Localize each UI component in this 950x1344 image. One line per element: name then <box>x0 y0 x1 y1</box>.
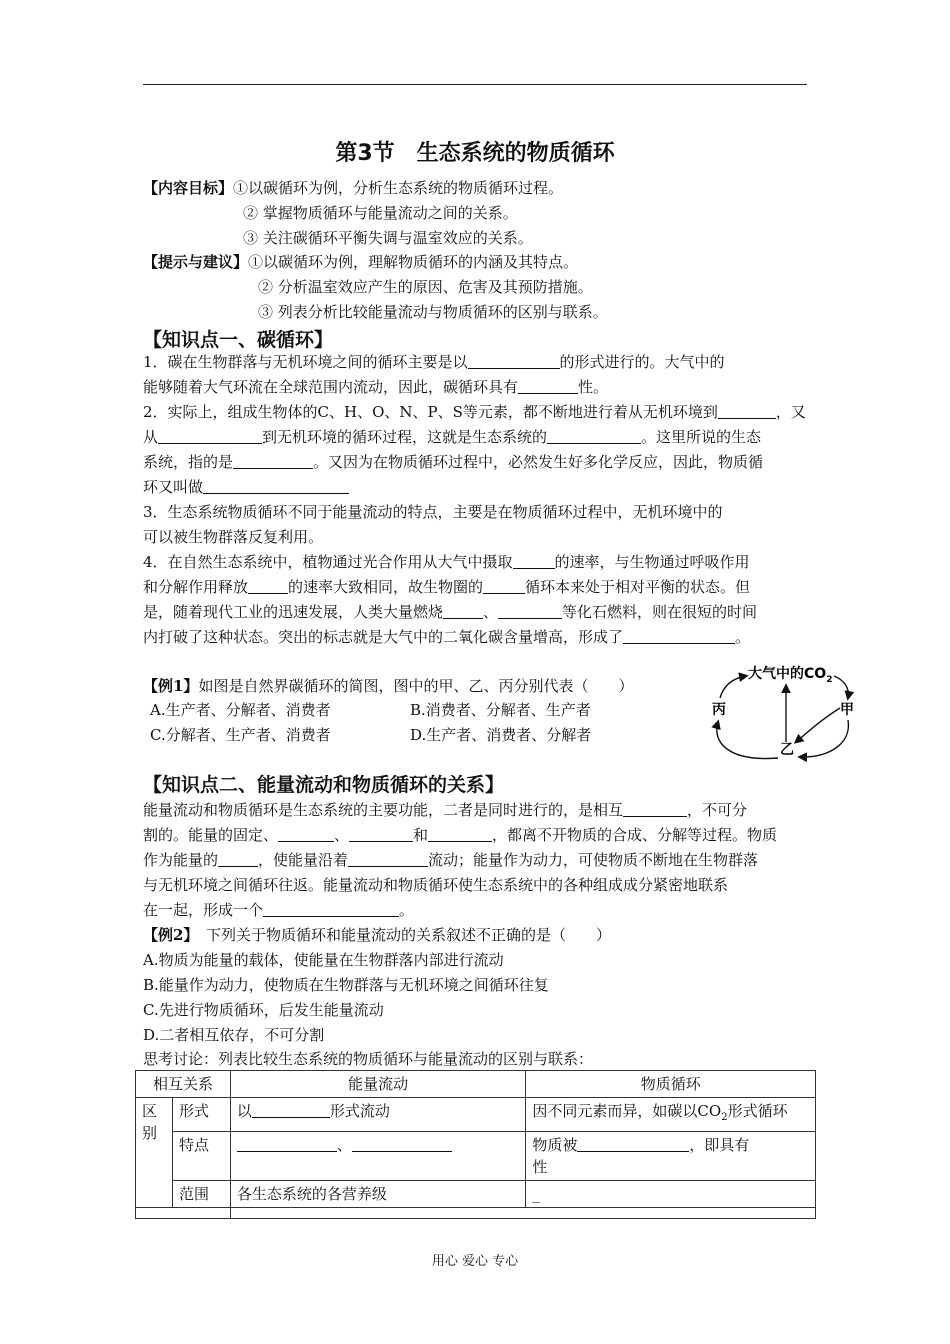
s1-p1-line1: 1．碳在生物群落与无机环境之间的循环主要是以 的形式进行的。大气中的 <box>143 353 725 371</box>
s2-line1: 能量流动和物质循环是生态系统的主要功能，二者是同时进行的，是相互 ，不可分 <box>143 801 748 819</box>
top-rule <box>143 84 807 85</box>
answer-blank[interactable] <box>278 826 334 842</box>
example2-option-d[interactable]: D.二者相互依存，不可分割 <box>143 1026 325 1044</box>
table-header-matter: 物质循环 <box>526 1071 816 1098</box>
answer-blank[interactable] <box>218 851 258 867</box>
arrow-bing-to-co2 <box>720 676 746 698</box>
answer-blank[interactable] <box>718 403 776 419</box>
table-row-label: 范围 <box>172 1181 230 1208</box>
table-row-label: 形式 <box>172 1098 230 1132</box>
s1-p1-line2: 能够随着大气环流在全球范围内流动，因此，碳循环具有 性。 <box>143 378 609 396</box>
table-row-label: 特点 <box>172 1132 230 1181</box>
s1-p2-line3: 系统，指的是 。又因为在物质循环过程中，必然发生好多化学反应，因此，物质循 <box>143 453 764 471</box>
goals-label: 【内容目标】 <box>143 179 234 197</box>
table-cell-matter-feature: 物质被 ，即具有 性 <box>526 1132 816 1181</box>
tips-line-1 <box>143 252 578 272</box>
goal-item: ①以碳循环为例，分析生态系统的物质循环过程。 <box>233 179 564 197</box>
table-row <box>136 1098 816 1132</box>
answer-blank[interactable] <box>428 826 492 842</box>
diagram-label-atmosphere: 大气中的$CO_2$ <box>748 666 833 685</box>
answer-blank[interactable] <box>248 578 288 594</box>
answer-blank[interactable] <box>252 1102 330 1118</box>
answer-blank[interactable] <box>237 1136 337 1152</box>
diagram-label-bing: 丙 <box>712 702 726 718</box>
answer-blank[interactable] <box>483 578 525 594</box>
table-cell-matter-form: 因不同元素而异，如碳以$CO_2$形式循环 <box>526 1098 816 1132</box>
s1-p3-line1: 3．生态系统物质循环不同于能量流动的特点，主要是在物质循环过程中，无机环境中的 <box>143 503 723 521</box>
example2-option-b[interactable]: B.能量作为动力，使物质在生物群落与无机环境之间循环往复 <box>143 976 549 994</box>
arrow-jia-to-yi <box>800 720 848 757</box>
example1-option-d[interactable]: D.生产者、消费者、分解者 <box>410 726 592 744</box>
s1-p3-line2: 可以被生物群落反复利用。 <box>143 528 324 546</box>
s1-p4-line2: 和分解作用释放 的速率大致相同，故生物圈的 循环本来处于相对平衡的状态。但 <box>143 578 751 596</box>
answer-blank[interactable] <box>263 901 399 917</box>
answer-blank[interactable] <box>513 553 555 569</box>
answer-blank[interactable] <box>518 378 578 394</box>
discussion-prompt: 思考讨论：列表比较生态系统的物质循环与能量流动的区别与联系： <box>143 1050 594 1068</box>
example1-label: 【例1】 <box>143 677 199 695</box>
table-row <box>136 1181 816 1208</box>
example2-option-a[interactable]: A.物质为能量的载体，使能量在生物群落内部进行流动 <box>143 951 504 969</box>
tip-item: ② 分析温室效应产生的原因、危害及其预防措施。 <box>258 278 593 296</box>
answer-blank[interactable] <box>348 851 428 867</box>
table-cell-energy-range: 各生态系统的各营养级 <box>230 1181 526 1208</box>
arrow-co2-to-jia <box>834 676 848 698</box>
table-side-label: 区别 <box>136 1098 173 1208</box>
table-row <box>136 1132 816 1181</box>
page-footer: 用心 爱心 专心 <box>431 1254 519 1269</box>
example2-label: 【例2】 <box>143 926 191 944</box>
answer-blank[interactable] <box>158 428 262 444</box>
table-header-energy: 能量流动 <box>230 1071 526 1098</box>
s1-p2-line4: 环又叫做 <box>143 477 349 497</box>
goal-item: ② 掌握物质循环与能量流动之间的关系。 <box>243 204 518 222</box>
table-header-row <box>136 1071 816 1098</box>
answer-blank[interactable] <box>547 428 641 444</box>
s1-p2-line1: 2．实际上，组成生物体的C、H、O、N、P、S等元素，都不断地进行着从无机环境到 ，又 <box>143 403 806 421</box>
s1-p4-line1: 4．在自然生态系统中，植物通过光合作用从大气中摄取 的速率，与生物通过呼吸作用 <box>143 553 750 571</box>
table-cell-energy-form: 以 形式流动 <box>230 1098 526 1132</box>
diagram-label-jia: 甲 <box>840 702 854 718</box>
answer-blank[interactable] <box>443 603 483 619</box>
diagram-label-yi: 乙 <box>780 742 794 758</box>
goals-line-1 <box>143 178 563 198</box>
carbon-cycle-diagram <box>708 662 860 770</box>
table-header-relation: 相互关系 <box>136 1071 231 1098</box>
s1-p2-line2: 从 到无机环境的循环过程，这就是生态系统的 。这里所说的生态 <box>143 428 762 446</box>
answer-blank[interactable] <box>233 453 313 469</box>
arrow-yi-to-bing <box>717 722 778 759</box>
answer-blank[interactable] <box>623 628 735 644</box>
answer-blank[interactable] <box>203 478 349 494</box>
example2-option-c[interactable]: C.先进行物质循环，后发生能量流动 <box>143 1001 384 1019</box>
page-title: 第3节 生态系统的物质循环 <box>335 141 615 166</box>
tip-item: ①以碳循环为例，理解物质循环的内涵及其特点。 <box>248 253 579 271</box>
answer-blank[interactable] <box>352 1136 452 1152</box>
arrow-jia-to-yi-inner <box>796 708 840 742</box>
s1-p4-line4: 内打破了这种状态。突出的标志就是大气中的二氧化碳含量增高，形成了 。 <box>143 628 751 646</box>
answer-blank[interactable] <box>577 1136 689 1152</box>
table-empty-row <box>136 1208 816 1219</box>
example1-question: 【例1】如图是自然界碳循环的简图，图中的甲、乙、丙分别代表（ ） <box>143 677 634 695</box>
table-cell-energy-feature: 、 <box>230 1132 526 1181</box>
s2-line4: 与无机环境之间循环往返。能量流动和物质循环使生态系统中的各种组成成分紧密地联系 <box>143 876 729 894</box>
comparison-table <box>135 1070 816 1219</box>
tip-item: ③ 列表分析比较能量流动与物质循环的区别与联系。 <box>258 303 608 321</box>
s2-line3: 作为能量的 ，使能量沿着 流动；能量作为动力，可使物质不断地在生物群落 <box>143 851 759 869</box>
example2-question: 【例2】 下列关于物质循环和能量流动的关系叙述不正确的是（ ） <box>143 926 611 944</box>
s2-line5: 在一起，形成一个 。 <box>143 901 415 919</box>
tips-label: 【提示与建议】 <box>143 253 249 271</box>
example1-option-c[interactable]: C.分解者、生产者、消费者 <box>150 726 331 744</box>
s2-line2: 割的。能量的固定、 、 和 ，都离不开物质的合成、分解等过程。物质 <box>143 826 778 844</box>
table-cell-matter-range: _ <box>526 1181 816 1208</box>
answer-blank[interactable] <box>468 353 560 369</box>
s1-p4-line3: 是，随着现代工业的迅速发展，人类大量燃烧 、 等化石燃料，则在很短的时间 <box>143 603 758 621</box>
example1-option-a[interactable]: A.生产者、分解者、消费者 <box>150 701 331 719</box>
answer-blank[interactable] <box>349 826 413 842</box>
answer-blank[interactable] <box>623 801 687 817</box>
goal-item: ③ 关注碳循环平衡失调与温室效应的关系。 <box>243 229 533 247</box>
example1-option-b[interactable]: B.消费者、分解者、生产者 <box>410 701 591 719</box>
answer-blank[interactable] <box>498 603 562 619</box>
section1-heading: 【知识点一、碳循环】 <box>143 329 334 351</box>
section2-heading: 【知识点二、能量流动和物质循环的关系】 <box>143 774 505 796</box>
